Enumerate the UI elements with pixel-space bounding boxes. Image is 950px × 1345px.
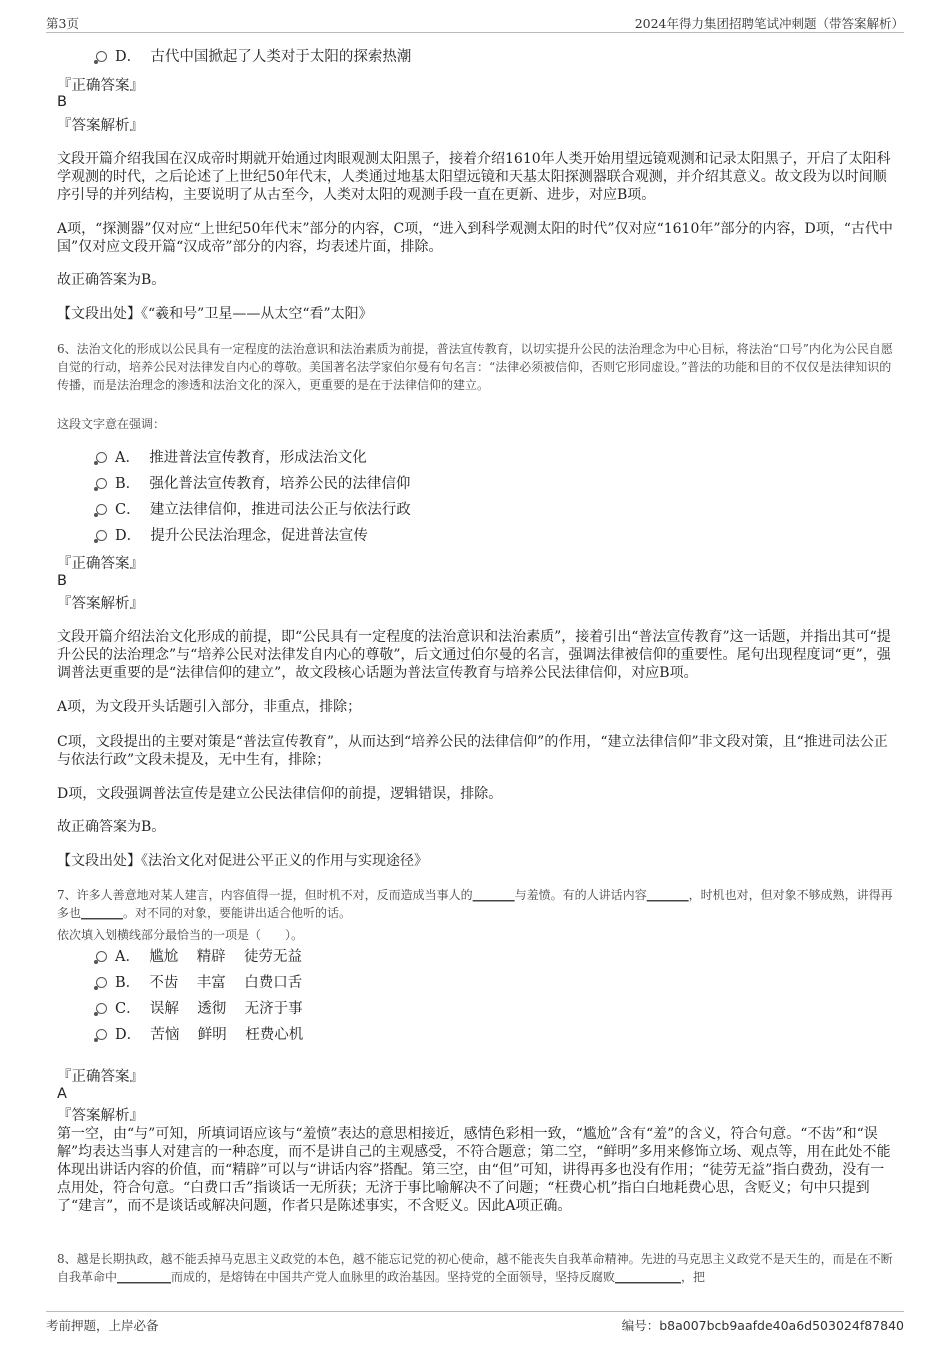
page-number: 第3页 [46,16,79,31]
q7-option-a[interactable]: A． 尴尬 精辟 徒劳无益 [96,948,302,966]
q8-stem: 8、越是长期执政，越不能丢掉马克思主义政党的本色，越不能忘记党的初心使命，越不能丧失自我革命精神。先进的马克思主义政党不是天生的，而是在不断自我革命中_________而成的，是熔铸在中国共产党人血脉里的政治基因。坚持党的全面领导，坚持反腐败___________，把 [57,1252,893,1284]
q6-stem: 6、法治文化的形成以公民具有一定程度的法治意识和法治素质为前提，普法宣传教育，以切实提升公民的法治理念为中心目标，将法治“口号”内化为公民自愿自觉的行动，培养公民对法律发自内心的尊敬。美国著名法学家伯尔曼有句名言：“法律必须被信仰，否则它形同虚设。”普法的功能和目的不仅仅是法律知识的传播，而是法治理念的渗透和法治文化的深入，更重要的是在于法律信仰的建立。 [57,342,893,392]
page-footer [46,1311,904,1336]
q6-analysis-p5: 故正确答案为B。 [57,819,166,835]
q7-analysis: 第一空，由“与”可知，所填词语应该与“羞愤”表达的意思相接近，感情色彩相一致，“尴尬”含有“羞”的含义，符合句意。“不齿”和“误解”均表达当事人对建言的一种态度，而不是讲自己的主观感受，不符合题意；第二空，“鲜明”多用来修饰立场、观点等，用在此处不能体现出讲话内容的价值，而“精辟”可以与“讲话内容”搭配。第三空，由“但”可知，讲得再多也没有作用；“徒劳无益”指白费劲，没有一点用处，符合句意。“白费口舌”指谈话一无所获；无济于事比喻解决不了问题；“枉费心机”指白白地耗费心思，含贬义；句中只提到了“建言”，而不是谈话或解决问题，作者只是陈述事实，不含贬义。因此A项正确。 [57,1126,891,1214]
radio-icon[interactable] [96,1003,107,1014]
q6-option-b[interactable]: B． 强化普法宣传教育，培养公民的法律信仰 [96,475,410,493]
document-title: 2024年得力集团招聘笔试冲刺题（带答案解析） [634,16,904,31]
q5-analysis-p2: A项，“探测器”仅对应“上世纪50年代末”部分的内容，C项，“进入到科学观测太阳的时代”仅对应“1610年”部分的内容，D项，“古代中国”仅对应文段开篇“汉成帝”部分的内容，均表述片面，排除。 [57,221,893,255]
q7-answer-label: 『正确答案』 [57,1069,144,1085]
q6-analysis-label: 『答案解析』 [57,596,144,612]
q6-source: 【文段出处】《法治文化对促进公平正义的作用与实现途径》 [57,853,428,869]
q6-answer: B [57,573,67,589]
q5-analysis-p3: 故正确答案为B。 [57,272,166,288]
radio-icon[interactable] [96,977,107,988]
footer-slogan: 考前押题，上岸必备 [46,1318,159,1333]
q5-answer: B [57,94,67,110]
page-header [46,14,904,33]
q8-blank-1: _________ [117,1270,172,1284]
q5-source: 【文段出处】《“羲和号”卫星——从太空“看”太阳》 [57,306,373,322]
q6-answer-label: 『正确答案』 [57,556,144,572]
radio-icon[interactable] [96,951,107,962]
q7-option-b[interactable]: B． 不齿 丰富 白费口舌 [96,974,302,992]
q5-option-d[interactable]: D． 古代中国掀起了人类对于太阳的探索热潮 [96,48,411,66]
radio-icon[interactable] [96,1029,107,1040]
q7-option-d[interactable]: D． 苦恼 鲜明 枉费心机 [96,1026,303,1044]
q6-analysis-p1: 文段开篇介绍法治文化形成的前提，即“公民具有一定程度的法治意识和法治素质”，接着引出“普法宣传教育”这一话题，并指出其可“提升公民的法治理念”与“培养公民对法律发自内心的尊敬”，后文通过伯尔曼的名言，强调法律被信仰的重要性。尾句出现程度词“更”，强调普法更重要的是“法律信仰的建立”，故文段核心话题为普法宣传教育与培养公民法律信仰，对应B项。 [57,629,891,681]
q7-answer: A [57,1086,67,1102]
q6-analysis-p3: C项，文段提出的主要对策是“普法宣传教育”，从而达到“培养公民的法律信仰”的作用，“建立法律信仰”非文段对策，且“推进司法公正与依法行政”文段未提及，无中生有，排除； [57,734,888,768]
q5-analysis-p1: 文段开篇介绍我国在汉成帝时期就开始通过肉眼观测太阳黑子，接着介绍1610年人类开始用望远镜观测和记录太阳黑子，开启了太阳科学观测的时代，之后论述了上世纪50年代末，人类通过地基太阳望远镜和天基太阳探测器联合观测，并介绍其意义。故文段为以时间顺序引导的并列结构，主要说明了从古至今，人类对太阳的观测手段一直在更新、进步，对应B项。 [57,151,891,203]
q6-question: 这段文字意在强调： [57,417,166,431]
q7-blank-3: _______ [81,906,124,920]
q5-answer-label: 『正确答案』 [57,78,144,94]
q7-blank-1: _______ [472,888,515,902]
q6-analysis-p4: D项，文段强调普法宣传是建立公民法律信仰的前提，逻辑错误，排除。 [57,786,503,802]
radio-icon[interactable] [96,504,107,515]
q6-option-c[interactable]: C． 建立法律信仰，推进司法公正与依法行政 [96,501,411,519]
q7-blank-2: _______ [646,888,689,902]
q5-analysis-label: 『答案解析』 [57,118,144,134]
q6-option-d[interactable]: D． 提升公民法治理念，促进普法宣传 [96,527,368,545]
radio-icon[interactable] [96,478,107,489]
radio-icon[interactable] [96,51,107,62]
document-code: 编号：b8a007bcb9aafde40a6d503024f87840 [621,1318,904,1333]
q7-option-c[interactable]: C． 误解 透彻 无济于事 [96,1000,303,1018]
radio-icon[interactable] [96,452,107,463]
q8-blank-2: ___________ [615,1270,682,1284]
q7-question: 依次填入划横线部分最恰当的一项是（ ）。 [57,928,304,942]
q6-analysis-p2: A项，为文段开头话题引入部分，非重点，排除； [57,699,362,715]
q7-analysis-label: 『答案解析』 [57,1108,144,1124]
q7-stem: 7、许多人善意地对某人建言，内容值得一提，但时机不对，反而造成当事人的_______与羞愤。有的人讲话内容_______，时机也对，但对象不够成熟，讲得再多也_______。对不同的对象，要能讲出适合他听的话。 [57,888,893,920]
radio-icon[interactable] [96,530,107,541]
q6-option-a[interactable]: A． 推进普法宣传教育，形成法治文化 [96,449,367,467]
